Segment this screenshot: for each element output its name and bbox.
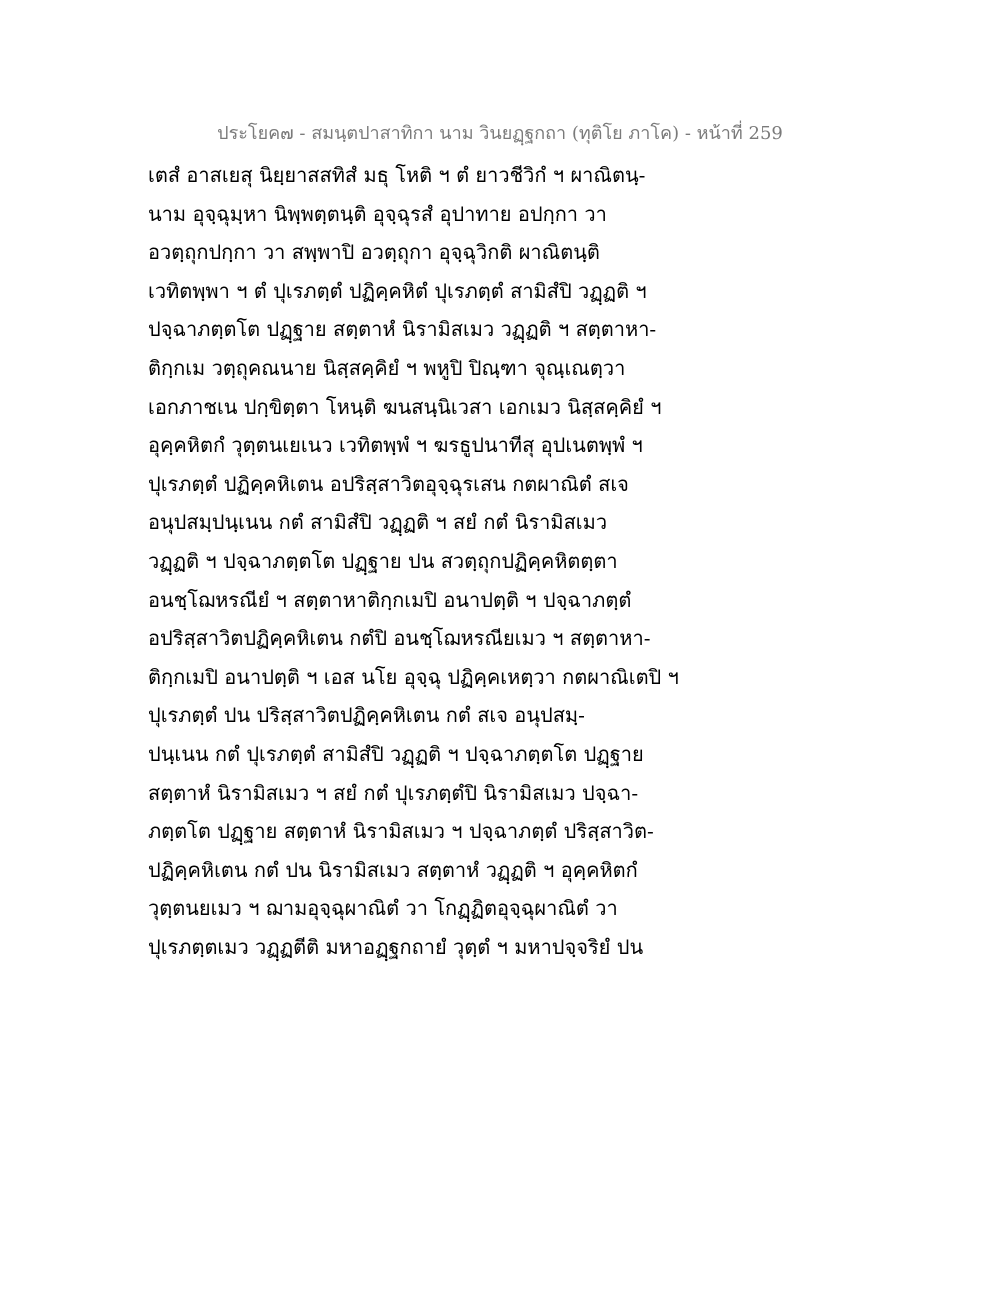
- text-line-7: เอกภาชเน ปกฺขิตฺตา โหนฺติ ฆนสนฺนิเวสา เอกเมว นิสฺสคฺคิยํ ฯ: [148, 394, 662, 419]
- text-line-9: ปุเรภตฺตํ ปฏิคฺคหิเตน อปริสฺสาวิตอุจฺฉุรเสน กตผาณิตํ สเจ: [148, 471, 629, 496]
- text-line-8: อุคฺคหิตกํ วุตฺตนเยเนว เวทิตพฺพํ ฯ ฆรธูปนาทีสุ อุปเนตพฺพํ ฯ: [148, 433, 643, 458]
- text-line-13: อปริสฺสาวิตปฏิคฺคหิเตน กตํปิ อนชฺโฌหรณียเมว ฯ สตฺตาหา-: [148, 626, 651, 651]
- text-line-11: วฏฺฏติ ฯ ปจฺฉาภตฺตโต ปฏฺฐาย ปน สวตฺถุกปฏิคฺคหิตตฺตา: [148, 548, 618, 573]
- running-header: ประโยค๗ - สมนฺตปาสาทิกา นาม วินยฏฺฐกถา (ทุติโย ภาโค) - หน้าที่ 259: [217, 123, 783, 144]
- text-line-14: ติกฺกเมปิ อนาปตฺติ ฯ เอส นโย อุจฺฉุ ปฏิคฺคเหตฺวา กตผาณิเตปิ ฯ: [148, 664, 679, 689]
- text-line-15: ปุเรภตฺตํ ปน ปริสฺสาวิตปฏิคฺคหิเตน กตํ สเจ อนุปสมฺ-: [148, 703, 585, 728]
- text-line-1: เตสํ อาสเยสุ นิยฺยาสสทิสํ มธุ โหติ ฯ ตํ ยาวชีวิกํ ฯ ผาณิตนฺ-: [148, 163, 646, 187]
- text-line-4: เวทิตพฺพา ฯ ตํ ปุเรภตฺตํ ปฏิคฺคหิตํ ปุเรภตฺตํ สามิสํปิ วฏฺฏติ ฯ: [148, 278, 647, 303]
- text-line-5: ปจฺฉาภตฺตโต ปฏฺฐาย สตฺตาหํ นิรามิสเมว วฏฺฏติ ฯ สตฺตาหา-: [148, 317, 657, 342]
- text-line-21: ปุเรภตฺตเมว วฏฺฏตีติ มหาอฏฺฐกถายํ วุตฺตํ ฯ มหาปจฺจริยํ ปน: [148, 934, 644, 959]
- text-line-6: ติกฺกเม วตฺถุคณนาย นิสฺสคฺคิยํ ฯ พหูปิ ปิณฺฑา จุณฺเณตฺวา: [148, 355, 626, 380]
- body-text: [148, 156, 708, 966]
- text-line-17: สตฺตาหํ นิรามิสเมว ฯ สยํ กตํ ปุเรภตฺตํปิ นิรามิสเมว ปจฺฉา-: [148, 780, 639, 805]
- text-line-12: อนชฺโฌหรณียํ ฯ สตฺตาหาติกฺกเมปิ อนาปตฺติ ฯ ปจฺฉาภตฺตํ: [148, 587, 632, 612]
- text-line-3: อวตฺถุกปกฺกา วา สพฺพาปิ อวตฺถุกา อุจฺฉุวิกติ ผาณิตนฺติ: [148, 240, 600, 265]
- text-line-2: นาม อุจฺฉุมฺหา นิพฺพตฺตนฺติ อุจฺฉุรสํ อุปาทาย อปกฺกา วา: [148, 201, 607, 226]
- text-line-16: ปนฺเนน กตํ ปุเรภตฺตํ สามิสํปิ วฏฺฏติ ฯ ปจฺฉาภตฺตโต ปฏฺฐาย: [148, 741, 644, 766]
- text-line-20: วุตฺตนยเมว ฯ ฌามอุจฺฉุผาณิตํ วา โกฏฺฏิตอุจฺฉุผาณิตํ วา: [148, 896, 618, 921]
- text-line-19: ปฏิคฺคหิเตน กตํ ปน นิรามิสเมว สตฺตาหํ วฏฺฏติ ฯ อุคฺคหิตกํ: [148, 857, 638, 882]
- text-line-18: ภตฺตโต ปฏฺฐาย สตฺตาหํ นิรามิสเมว ฯ ปจฺฉาภตฺตํ ปริสฺสาวิต-: [148, 819, 654, 844]
- text-line-10: อนุปสมฺปนฺเนน กตํ สามิสํปิ วฏฺฏติ ฯ สยํ กตํ นิรามิสเมว: [148, 510, 608, 535]
